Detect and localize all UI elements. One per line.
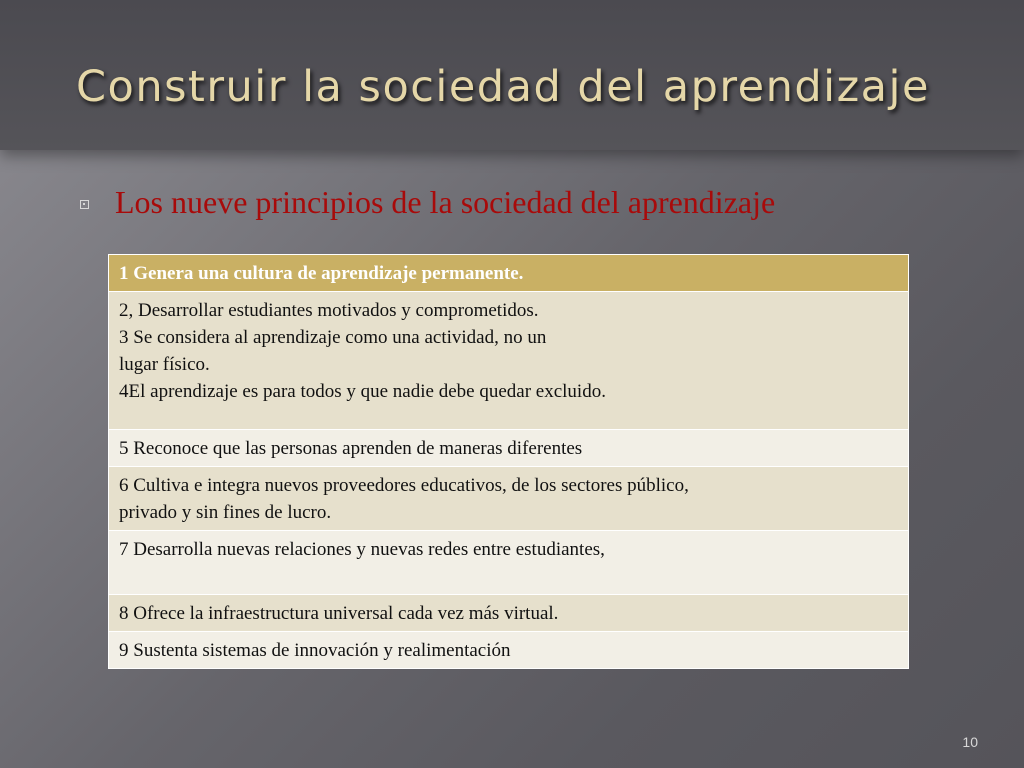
principle-6-line-2: privado y sin fines de lucro.: [119, 502, 332, 523]
table-row: [109, 595, 909, 632]
principle-9: 9 Sustenta sistemas de innovación y realimentación: [109, 632, 909, 669]
subtitle-text: Los nueve principios de la sociedad del aprendizaje: [115, 184, 776, 220]
subtitle-bullet: [80, 184, 775, 221]
table-header-row: [109, 255, 909, 292]
principle-7: 7 Desarrolla nuevas relaciones y nuevas redes entre estudiantes,: [109, 531, 909, 595]
principle-4: 4El aprendizaje es para todos y que nadie debe quedar excluido.: [119, 381, 606, 402]
principle-8: 8 Ofrece la infraestructura universal cada vez más virtual.: [109, 595, 909, 632]
principle-3-cont: lugar físico.: [119, 354, 210, 375]
principle-6-line-1: 6 Cultiva e integra nuevos proveedores educativos, de los sectores público,: [119, 475, 689, 496]
square-bullet-icon: [80, 200, 89, 209]
principle-2: 2, Desarrollar estudiantes motivados y comprometidos.: [119, 300, 539, 321]
table-row: [109, 292, 909, 430]
principle-6: [109, 467, 909, 531]
slide-title: Construir la sociedad del aprendizaje: [76, 62, 930, 112]
table-row: [109, 632, 909, 669]
principles-table: [108, 254, 909, 669]
principle-5: 5 Reconoce que las personas aprenden de maneras diferentes: [109, 430, 909, 467]
table-row: [109, 430, 909, 467]
principle-1: 1 Genera una cultura de aprendizaje permanente.: [109, 255, 909, 292]
principles-2-4: [109, 292, 909, 430]
principle-3: 3 Se considera al aprendizaje como una actividad, no un: [119, 327, 547, 348]
slide-number: 10: [962, 734, 978, 750]
table-row: [109, 531, 909, 595]
table-row: [109, 467, 909, 531]
